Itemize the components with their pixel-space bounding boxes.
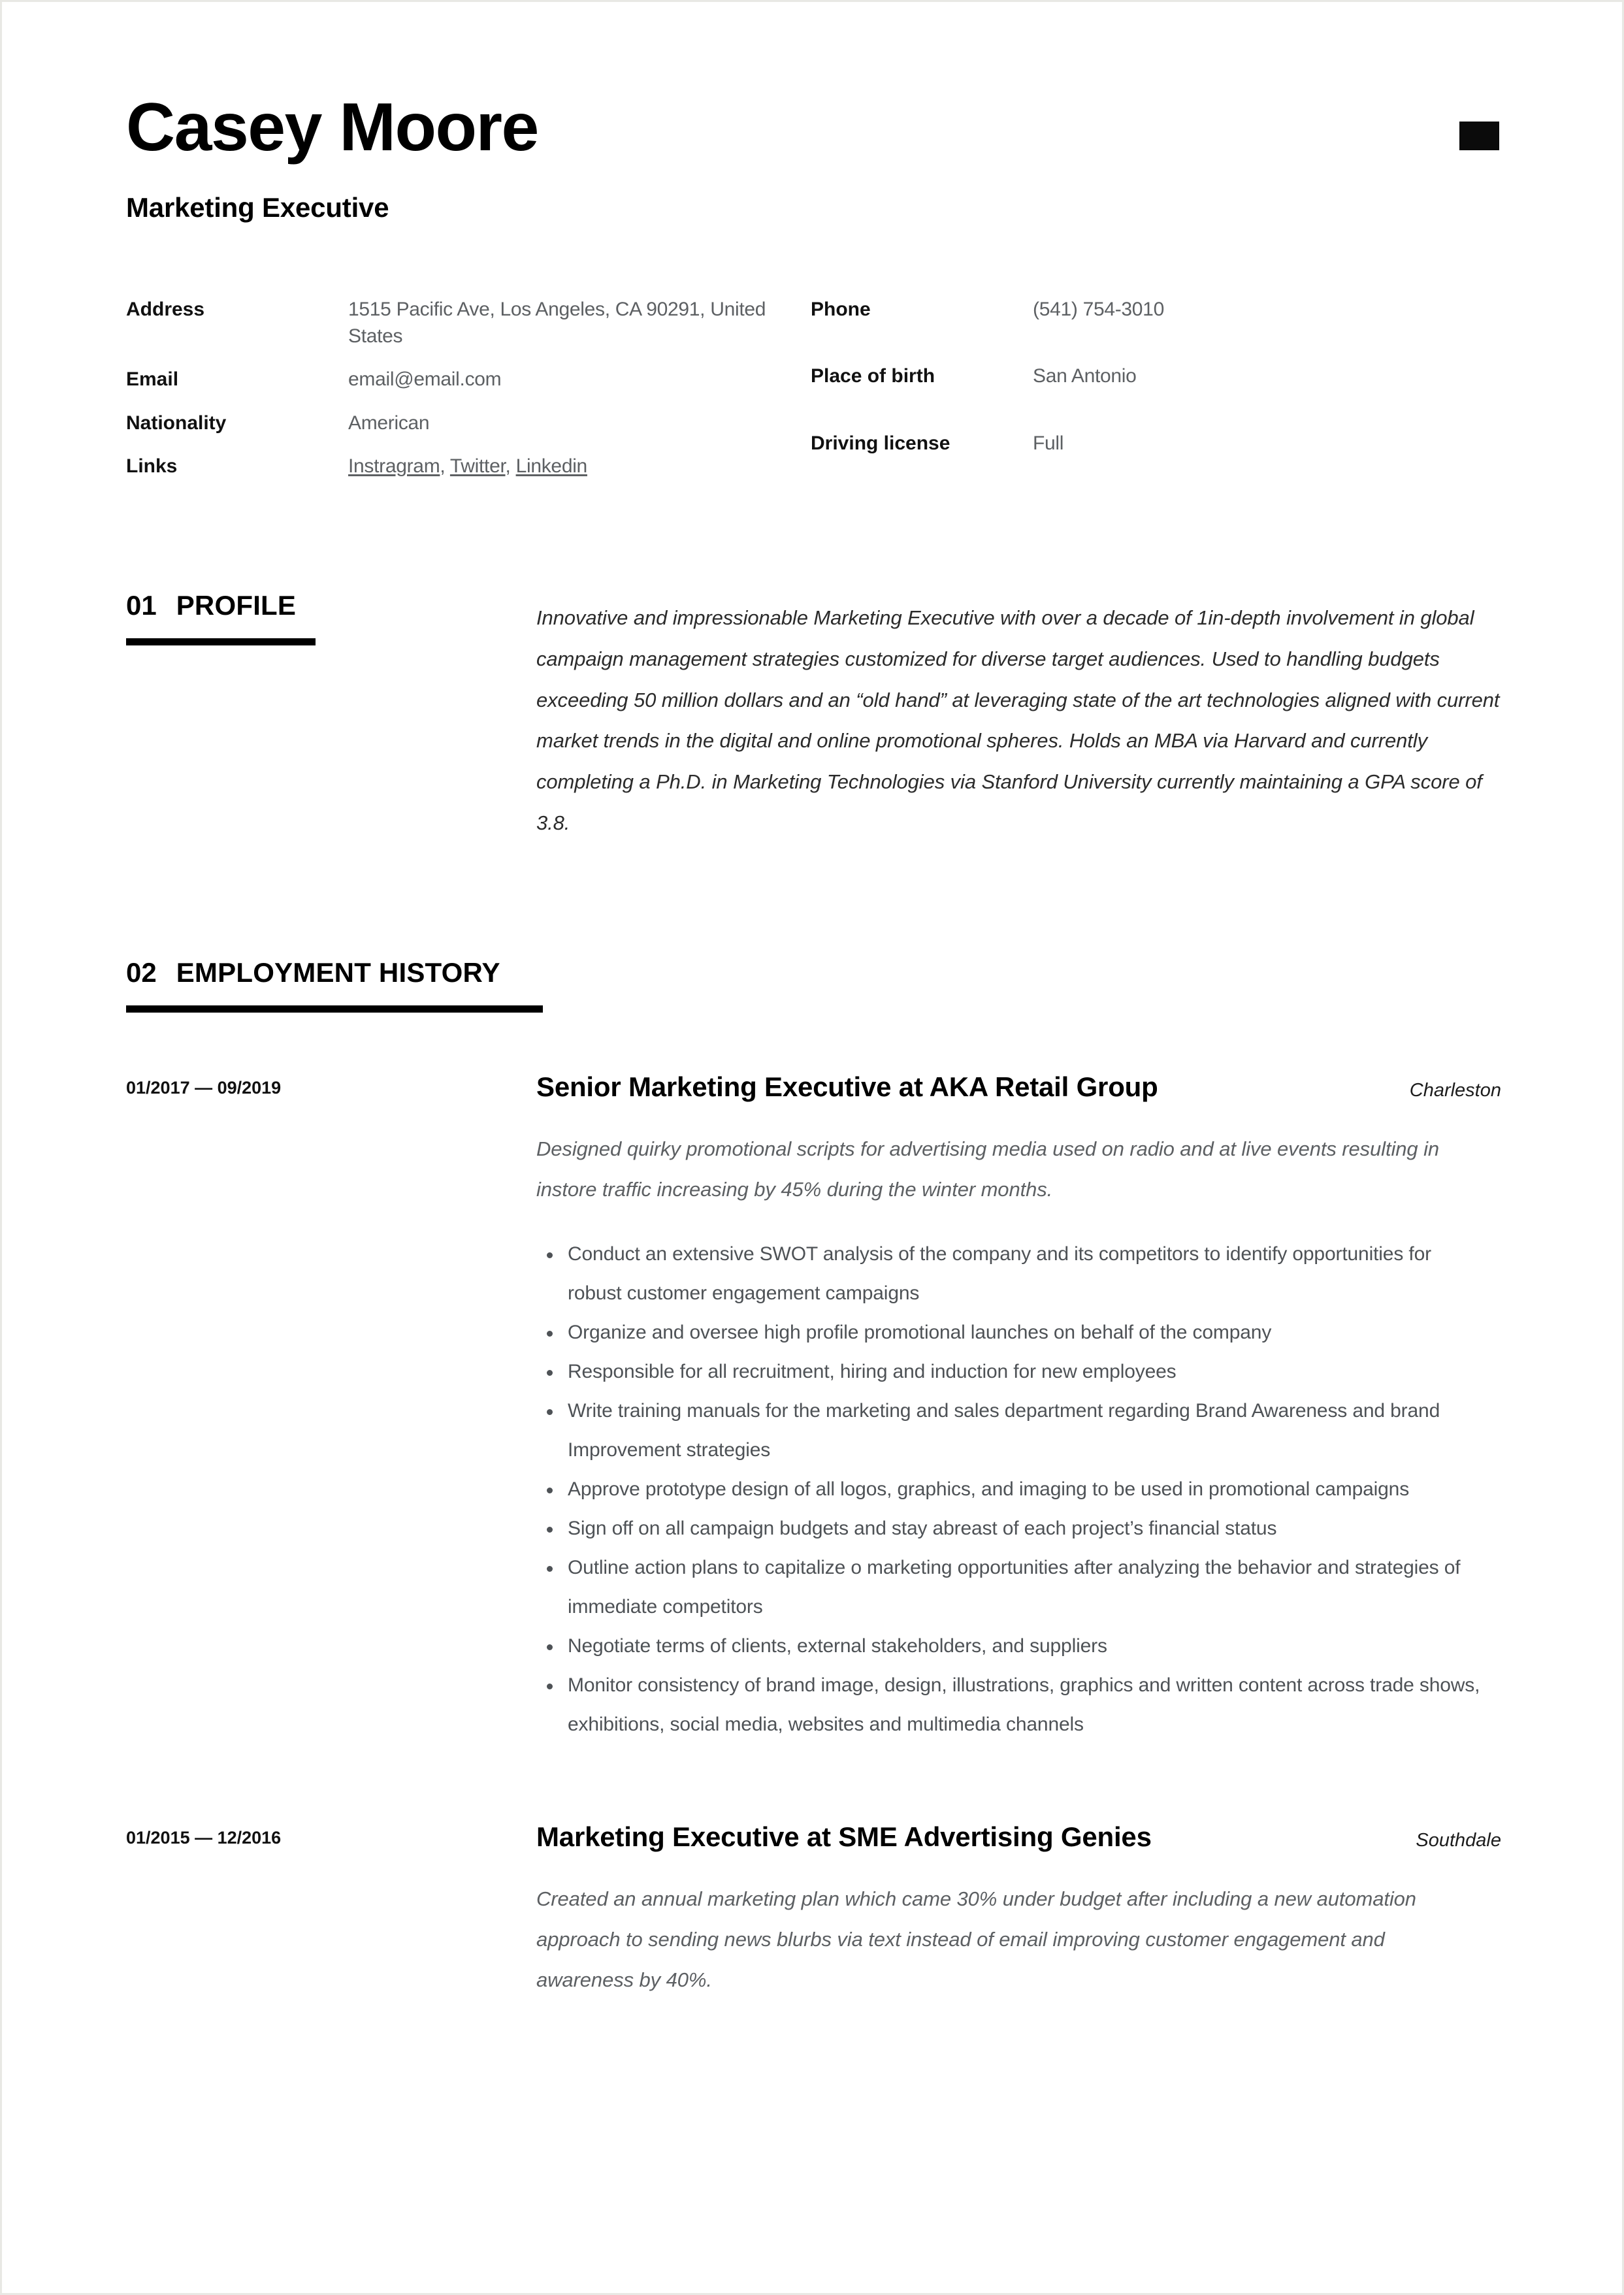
entry-bullet: Approve prototype design of all logos, graphics, and imaging to be used in promotional campaigns	[536, 1470, 1490, 1509]
section-employment-heading	[126, 957, 536, 988]
contact-label: Place of birth	[811, 365, 935, 387]
spacer-column	[126, 578, 536, 865]
section-number: 02	[126, 957, 157, 988]
contact-label: Email	[126, 368, 179, 391]
profile-text-column	[536, 578, 1501, 865]
section-profile	[126, 497, 1501, 865]
contact-row-nationality	[126, 410, 811, 437]
contact-value: American	[348, 412, 430, 434]
contact-value: 1515 Pacific Ave, Los Angeles, CA 90291, United States	[348, 299, 766, 347]
contact-row-email	[126, 366, 811, 393]
employment-entry-list	[126, 1071, 1501, 2021]
contact-value: email@email.com	[348, 368, 502, 391]
photo-placeholder-icon	[1459, 122, 1499, 150]
contact-label: Driving license	[811, 432, 950, 454]
resume-header	[126, 2, 1501, 223]
entry-bullet-list	[536, 1235, 1490, 1744]
contact-links-value	[348, 453, 587, 480]
entry-bullet: Write training manuals for the marketing and sales department regarding Brand Awareness and brand Improvement strategies	[536, 1392, 1490, 1470]
entry-body	[536, 1821, 1501, 2021]
entry-summary: Designed quirky promotional scripts for advertising media used on radio and at live events resulting in instore traffic increasing by 45% during the winter months.	[536, 1137, 1439, 1201]
entry-bullet: Outline action plans to capitalize o marketing opportunities after analyzing the behavior and strategies of immediate competitors	[536, 1548, 1490, 1627]
contact-column-left	[126, 297, 811, 497]
section-rule	[126, 1005, 543, 1013]
entry-title: Senior Marketing Executive at AKA Retail Group	[536, 1071, 1158, 1103]
entry-bullet: Negotiate terms of clients, external stakeholders, and suppliers	[536, 1627, 1490, 1666]
entry-bullet: Organize and oversee high profile promotional launches on behalf of the company	[536, 1313, 1490, 1352]
contact-value: Full	[1033, 432, 1064, 454]
page-title: Casey Moore	[126, 90, 538, 165]
contact-label: Phone	[811, 299, 871, 321]
link-twitter[interactable]: Twitter	[449, 455, 506, 478]
contact-label: Nationality	[126, 412, 227, 434]
entry-bullet: Conduct an extensive SWOT analysis of the company and its competitors to identify opportunities for robust customer engagement campaigns	[536, 1235, 1490, 1313]
section-employment-heading-column	[126, 957, 536, 1013]
contact-row-driving-license	[811, 431, 1464, 480]
link-linkedin[interactable]: Linkedin	[515, 455, 587, 478]
entry-title-row	[536, 1071, 1501, 1103]
job-title-subtitle: Marketing Executive	[126, 192, 389, 223]
section-title: PROFILE	[176, 589, 297, 621]
link-separator: ,	[440, 455, 450, 478]
employment-entry	[126, 1821, 1501, 2021]
employment-entry	[126, 1071, 1501, 1744]
contact-row-phone	[811, 297, 1464, 346]
contact-label: Links	[126, 455, 178, 478]
contact-row-place-of-birth	[811, 363, 1464, 413]
section-number: 01	[126, 589, 157, 621]
entry-location: Southdale	[1416, 1830, 1501, 1851]
contact-row-address	[126, 297, 811, 350]
entry-body	[536, 1071, 1501, 1744]
profile-summary-text: Innovative and impressionable Marketing Executive with over a decade of 1in-depth involvement in global campaign management strategies customized for diverse target audiences. Used to handling budgets exceeding 50 million dollars and an “old hand” at leveraging state of the art technologies aligned with current market trends in the digital and online promotional spheres. Holds an MBA via Harvard and currently completing a Ph.D. in Marketing Technologies via Stanford University currently maintaining a GPA score of 3.8.	[536, 606, 1500, 835]
entry-dates: 01/2015 — 12/2016	[126, 1828, 282, 1848]
entry-title: Marketing Executive at SME Advertising Genies	[536, 1821, 1152, 1853]
entry-bullet: Responsible for all recruitment, hiring and induction for new employees	[536, 1352, 1490, 1392]
entry-bullet: Monitor consistency of brand image, design, illustrations, graphics and written content across trade shows, exhibitions, social media, websites and multimedia channels	[536, 1666, 1490, 1744]
link-separator: ,	[505, 455, 516, 478]
section-title: EMPLOYMENT HISTORY	[176, 957, 500, 988]
section-employment-history	[126, 864, 1501, 2021]
entry-location: Charleston	[1409, 1080, 1501, 1101]
contact-column-right	[811, 297, 1464, 497]
section-profile-body	[126, 578, 1501, 865]
contact-details	[126, 223, 1501, 497]
link-instagram[interactable]: Instragram	[348, 455, 440, 478]
contact-row-links	[126, 453, 811, 480]
contact-label: Address	[126, 299, 205, 321]
contact-value: (541) 754-3010	[1033, 299, 1164, 321]
entry-bullet: Sign off on all campaign budgets and stay abreast of each project’s financial status	[536, 1509, 1490, 1548]
entry-summary: Created an annual marketing plan which came 30% under budget after including a new automation approach to sending news blurbs via text instead of email improving customer engagement and awareness by 40%.	[536, 1887, 1416, 1992]
entry-title-row	[536, 1821, 1501, 1853]
entry-dates: 01/2017 — 09/2019	[126, 1078, 282, 1098]
contact-value: San Antonio	[1033, 365, 1137, 387]
